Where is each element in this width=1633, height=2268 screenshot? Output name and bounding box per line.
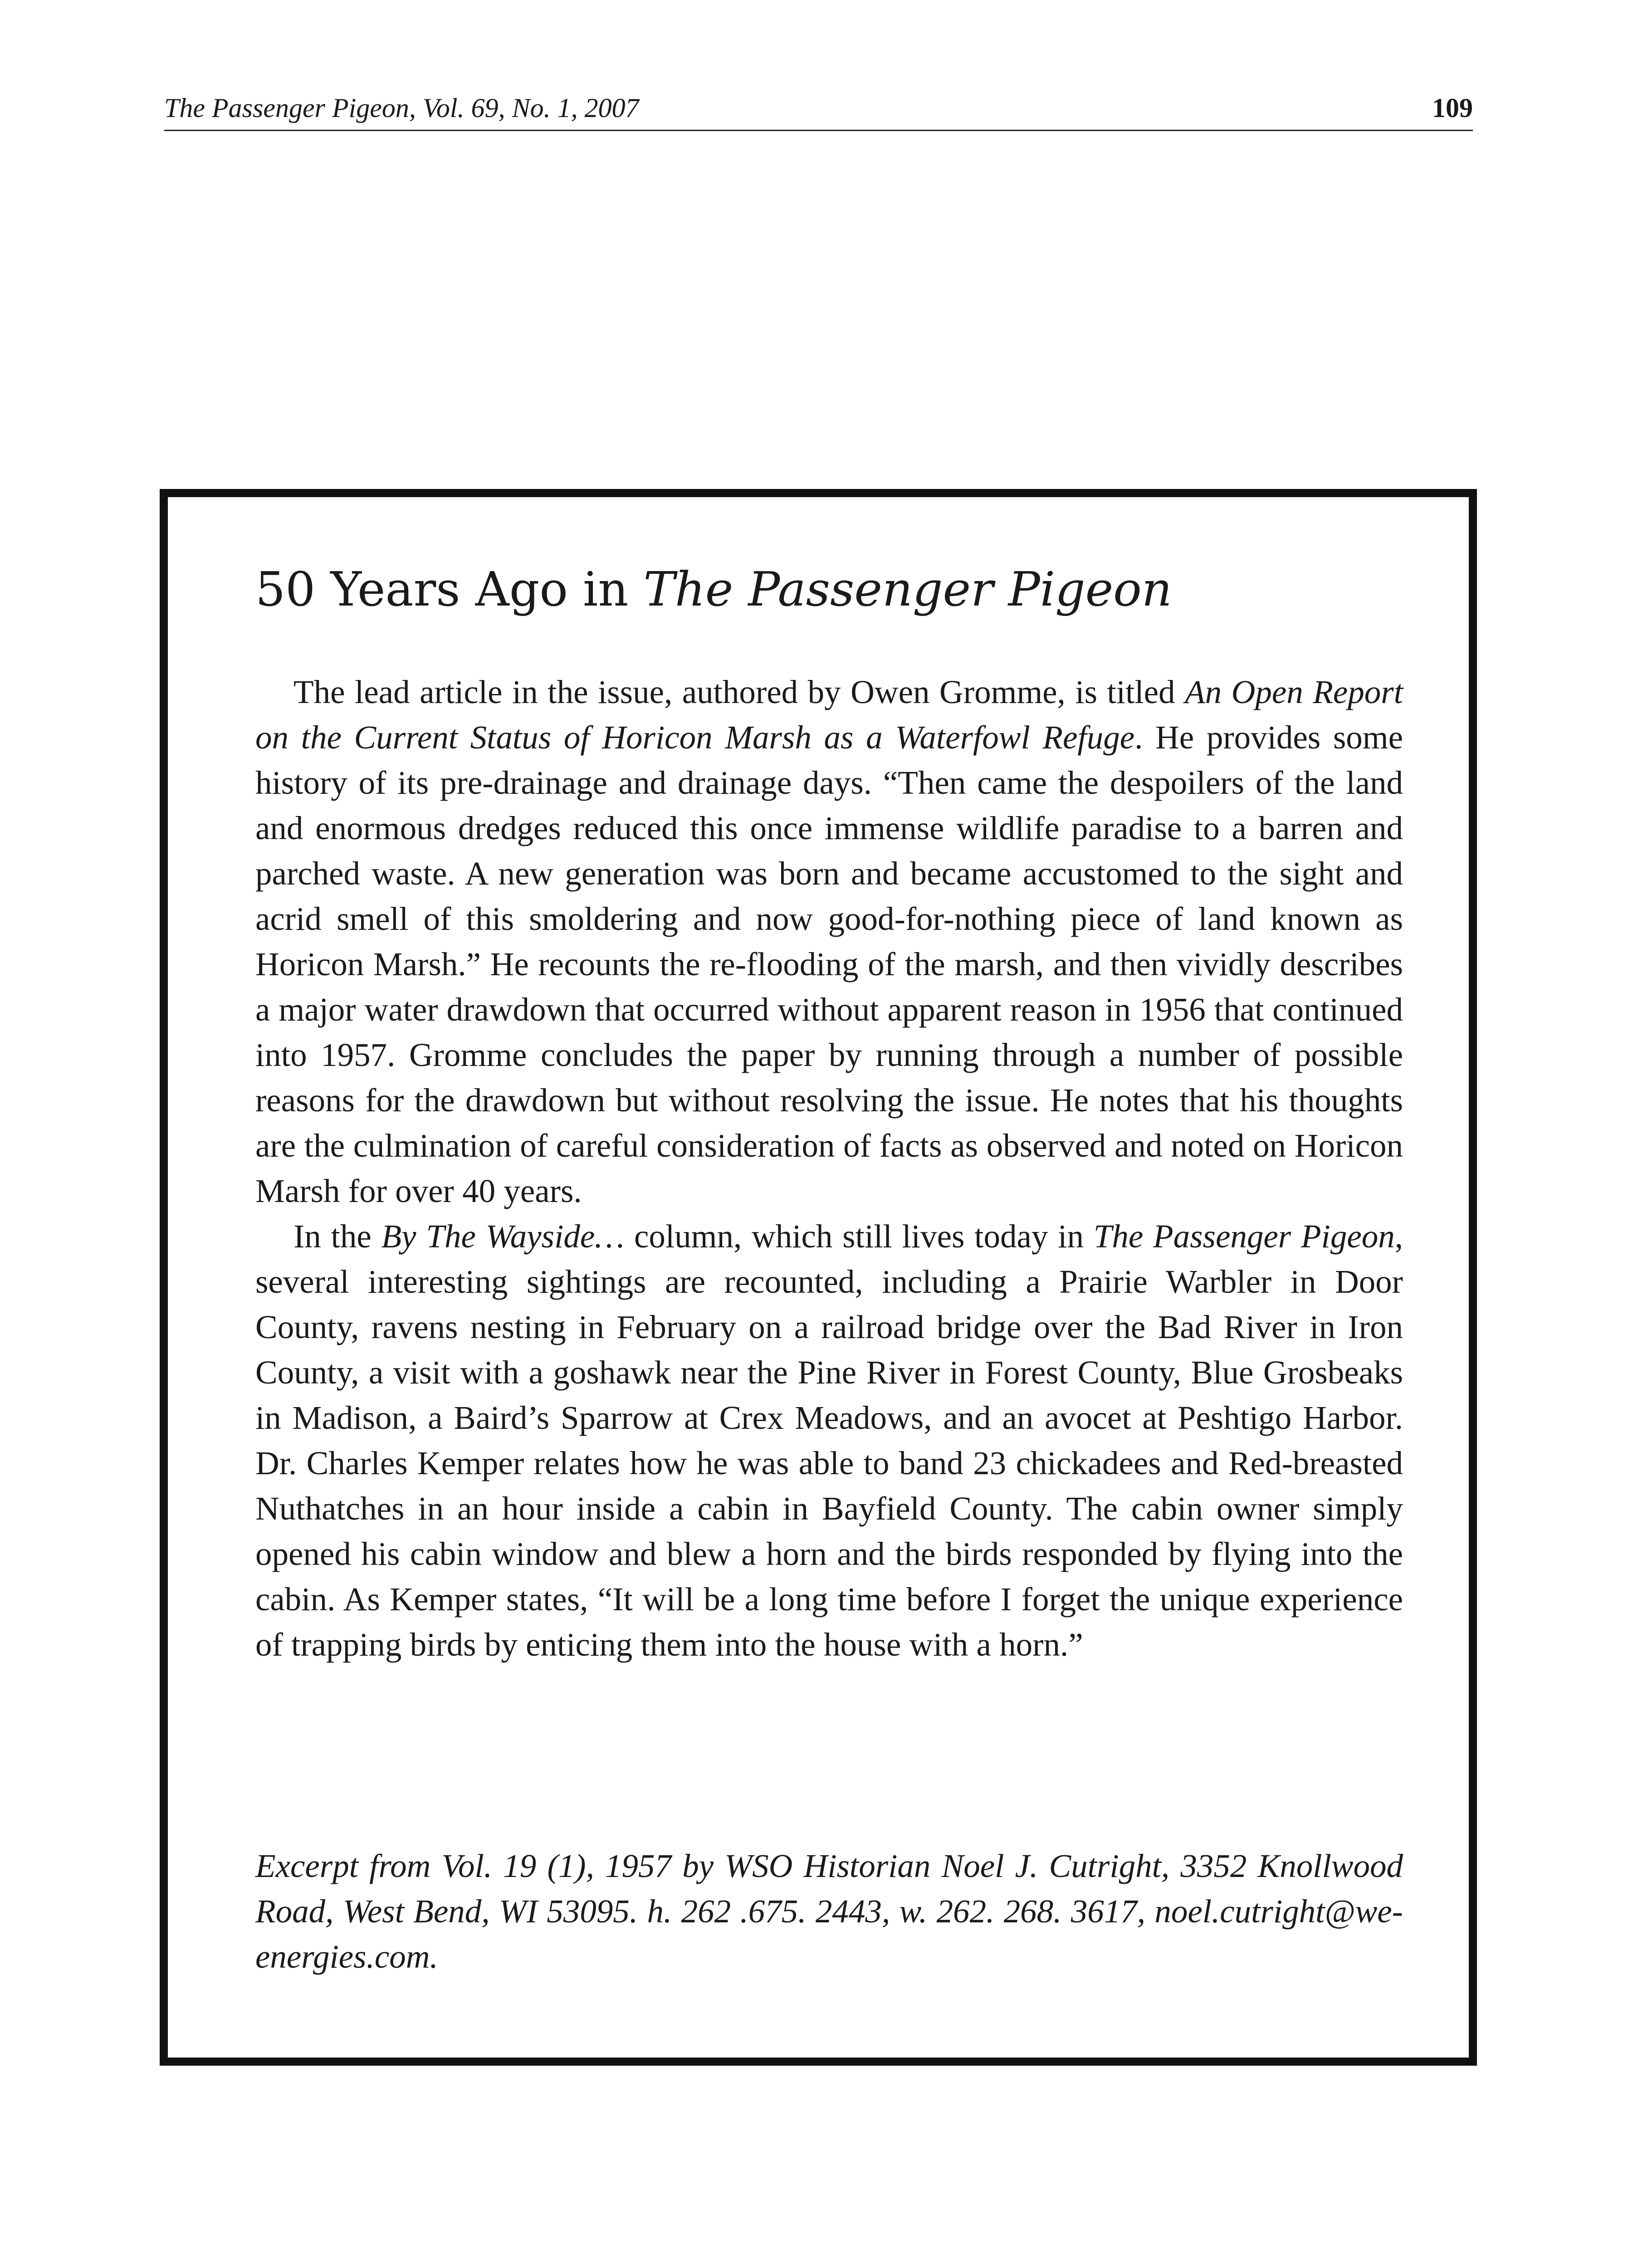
excerpt-note: Excerpt from Vol. 19 (1), 1957 by WSO Historian Noel J. Cutright, 3352 Knollwood Road, West Bend, WI 53095. h. 262 .675. 2443, w. 262. 268. 3617, noel.cutright@we-energies.com.: [255, 1848, 1403, 1975]
feature-title-prefix: 50 Years Ago in: [255, 562, 644, 617]
page-number: 109: [1432, 93, 1473, 123]
paragraph-lead-article: [255, 670, 1403, 1214]
paragraph1-body: . He provides some history of its pre-drainage and drainage days. “Then came the despoilers of the land and enormous dredges reduced this once immense wildlife paradise to a barren and parched waste. A new generation was born and became accustomed to the sight and acrid smell of this smoldering and now good-for-nothing piece of land known as Horicon Marsh.” He recounts the re-flooding of the marsh, and then vividly describes a major water drawdown that occurred without apparent reason in 1956 that continued into 1957. Gromme concludes the paper by running through a number of possible reasons for the drawdown but without resolving the issue. He notes that his thoughts are the culmination of careful consideration of facts as observed and noted on Horicon Marsh for over 40 years.: [255, 719, 1403, 1209]
running-header: [164, 89, 1473, 131]
feature-title-publication: The Passenger Pigeon: [643, 562, 1172, 617]
paragraph2-mid: column, which still lives today in: [624, 1218, 1094, 1255]
column-name: By The Wayside…: [381, 1218, 625, 1255]
journal-citation: The Passenger Pigeon, Vol. 69, No. 1, 2007: [164, 93, 639, 123]
paragraph-wayside-column: [255, 1214, 1403, 1667]
paragraph1-intro: The lead article in the issue, authored by Owen Gromme, is titled: [293, 674, 1185, 710]
paragraph2-body: , several interesting sightings are recounted, including a Prairie Warbler in Door County, ravens nesting in February on a railroad bridge over the Bad River in Iron County, a visit with a goshawk near the Pine River in Forest County, Blue Grosbeaks in Madison, a Baird’s Sparrow at Crex Meadows, and an avocet at Peshtigo Harbor. Dr. Charles Kemper relates how he was able to band 23 chickadees and Red-breasted Nuthatches in an hour inside a cabin in Bayfield County. The cabin owner simply opened his cabin window and blew a horn and the birds responded by flying into the cabin. As Kemper states, “It will be a long time before I forget the unique experience of trapping birds by enticing them into the house with a horn.”: [255, 1218, 1403, 1663]
feature-body: [255, 670, 1403, 1667]
publication-name: The Passenger Pigeon: [1093, 1218, 1395, 1255]
feature-box: [160, 489, 1477, 2066]
feature-title: [255, 557, 1172, 621]
article-title: An Open Report on the Current Status of Horicon Marsh as a Waterfowl Refuge: [255, 674, 1403, 756]
paragraph2-lead: In the: [293, 1218, 381, 1255]
